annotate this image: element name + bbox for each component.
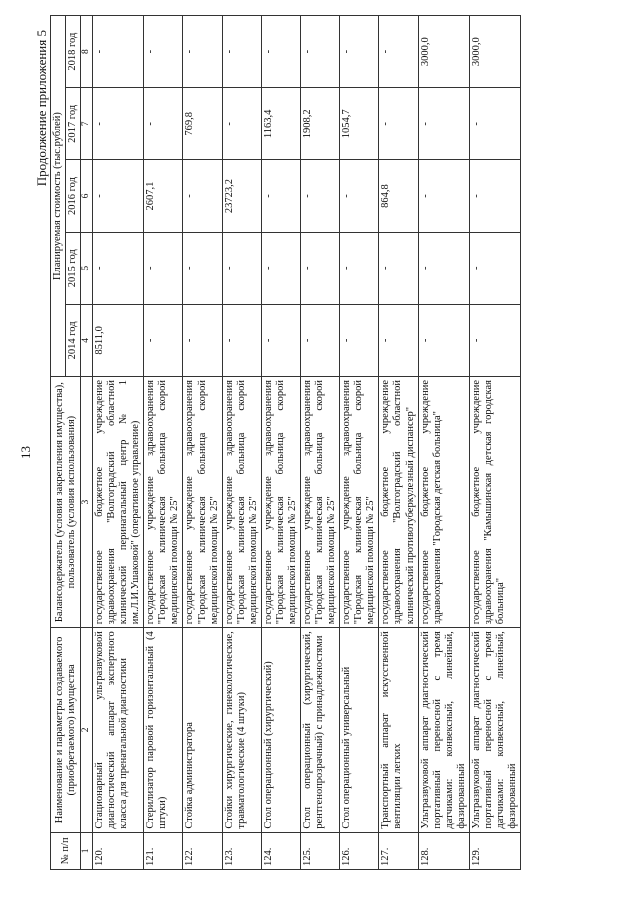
- table-row: [261, 16, 300, 870]
- balance-holder: государственное учреждение здравоохранения "Городская клиническая больница скорой медицинской помощи № 25": [144, 377, 183, 628]
- row-number: 122.: [183, 832, 222, 869]
- page-number: 13: [18, 446, 33, 459]
- header-year: 2018 год: [66, 16, 81, 88]
- cost-value: -: [340, 232, 379, 304]
- balance-holder: государственное учреждение здравоохранения "Городская клиническая больница скорой медицинской помощи № 25": [261, 377, 300, 628]
- cost-value: 1163,4: [261, 88, 300, 160]
- cost-value: 3000,0: [418, 16, 469, 88]
- cost-value: -: [183, 16, 222, 88]
- row-number: 128.: [418, 832, 469, 869]
- table-row: [340, 16, 379, 870]
- header-year: 2015 год: [66, 232, 81, 304]
- cost-value: -: [418, 304, 469, 376]
- cost-value: 2607,1: [144, 160, 183, 232]
- balance-holder: государственное учреждение здравоохранения "Городская клиническая больница скорой медицинской помощи № 25": [340, 377, 379, 628]
- cost-value: -: [340, 16, 379, 88]
- header-year: 2017 год: [66, 88, 81, 160]
- cost-value: -: [93, 160, 144, 232]
- cost-value: -: [340, 160, 379, 232]
- cost-value: -: [261, 16, 300, 88]
- item-name: Стерилизатор паровой горизонтальный (4 штуки): [144, 628, 183, 832]
- header-year: 2016 год: [66, 160, 81, 232]
- column-number: 8: [81, 16, 93, 88]
- cost-value: -: [379, 304, 418, 376]
- column-number: 6: [81, 160, 93, 232]
- item-name: Стол операционный универсальный: [340, 628, 379, 832]
- row-number: 120.: [93, 832, 144, 869]
- header-year: 2014 год: [66, 304, 81, 376]
- cost-value: -: [222, 16, 261, 88]
- cost-value: -: [93, 232, 144, 304]
- header-holder: Балансодержатель (условия закрепления имущества), пользователь (условия использования): [51, 377, 81, 628]
- cost-value: -: [93, 88, 144, 160]
- balance-holder: государственное учреждение здравоохранения "Городская клиническая больница скорой медицинской помощи № 25": [301, 377, 340, 628]
- item-name: Ультразвуковой аппарат диагностический портативный переносной с тремя датчиками: конвексный, линейный, фазированный: [469, 628, 520, 832]
- row-number: 127.: [379, 832, 418, 869]
- balance-holder: государственное бюджетное учреждение здравоохранения "Волгоградский областной клинический противотуберкулезный диспансер": [379, 377, 418, 628]
- row-number: 121.: [144, 832, 183, 869]
- row-number: 126.: [340, 832, 379, 869]
- cost-value: 1908,2: [301, 88, 340, 160]
- cost-value: 8511,0: [93, 304, 144, 376]
- item-name: Стойка администратора: [183, 628, 222, 832]
- cost-value: -: [144, 88, 183, 160]
- appendix-label: Продолжение приложения 5: [34, 30, 49, 187]
- cost-value: 23723,2: [222, 160, 261, 232]
- row-number: 129.: [469, 832, 520, 869]
- table-row: [93, 16, 144, 870]
- cost-value: -: [469, 88, 520, 160]
- item-name: Транспортный аппарат искусственной вентиляции легких: [379, 628, 418, 832]
- table-row: [301, 16, 340, 870]
- cost-value: -: [418, 88, 469, 160]
- column-number: 3: [81, 377, 93, 628]
- header-name: Наименование и параметры создаваемого (приобретаемого) имущества: [51, 628, 81, 832]
- column-number: 2: [81, 628, 93, 832]
- balance-holder: государственное бюджетное учреждение здравоохранения "Волгоградский областной клинический перинатальный центр № 1 им.Л.И.Ушаковой" (оперативное управление): [93, 377, 144, 628]
- item-name: Стойки хирургические, гинекологические, травматологические (4 штуки): [222, 628, 261, 832]
- cost-value: -: [418, 160, 469, 232]
- balance-holder: государственное бюджетное учреждение здравоохранения "Камышинская детская городская больница": [469, 377, 520, 628]
- cost-value: -: [222, 232, 261, 304]
- cost-value: 769,8: [183, 88, 222, 160]
- table-row: [144, 16, 183, 870]
- cost-value: -: [144, 16, 183, 88]
- item-name: Стационарный ультразвуковой диагностический аппарат экспертного класса для пренатальной диагностики: [93, 628, 144, 832]
- balance-holder: государственное учреждение здравоохранения "Городская клиническая больница скорой медицинской помощи № 25": [222, 377, 261, 628]
- column-number: 4: [81, 304, 93, 376]
- cost-value: 3000,0: [469, 16, 520, 88]
- table-body: [93, 16, 521, 870]
- item-name: Стол операционный (хирургический): [261, 628, 300, 832]
- row-number: 125.: [301, 832, 340, 869]
- header-cost-group: Планируемая стоимость (тыс.рублей): [51, 16, 66, 377]
- cost-value: 1054,7: [340, 88, 379, 160]
- balance-holder: государственное бюджетное учреждение здравоохранения "Городская детская больница": [418, 377, 469, 628]
- cost-value: -: [183, 160, 222, 232]
- cost-value: -: [469, 160, 520, 232]
- cost-value: -: [261, 160, 300, 232]
- column-number: 1: [81, 832, 93, 869]
- cost-value: -: [222, 88, 261, 160]
- item-name: Ультразвуковой аппарат диагностический портативный переносной с тремя датчиками: конвексный, линейный, фазированный: [418, 628, 469, 832]
- header-no: № п/п: [51, 832, 81, 869]
- cost-value: 864,8: [379, 160, 418, 232]
- cost-value: -: [301, 16, 340, 88]
- cost-value: -: [301, 232, 340, 304]
- cost-value: -: [261, 232, 300, 304]
- cost-value: -: [93, 16, 144, 88]
- cost-value: -: [183, 304, 222, 376]
- cost-value: -: [469, 232, 520, 304]
- cost-value: -: [379, 232, 418, 304]
- table-row: [222, 16, 261, 870]
- table-row: [469, 16, 520, 870]
- cost-value: -: [340, 304, 379, 376]
- row-number: 123.: [222, 832, 261, 869]
- property-table: [50, 15, 521, 870]
- item-name: Стол операционный (хирургический, рентгенопрозрачный) с принадлежностями: [301, 628, 340, 832]
- balance-holder: государственное учреждение здравоохранения "Городская клиническая больница скорой медицинской помощи № 25": [183, 377, 222, 628]
- column-number: 7: [81, 88, 93, 160]
- cost-value: -: [301, 304, 340, 376]
- row-number: 124.: [261, 832, 300, 869]
- cost-value: -: [379, 16, 418, 88]
- cost-value: -: [144, 304, 183, 376]
- table-row: [379, 16, 418, 870]
- cost-value: -: [144, 232, 183, 304]
- cost-value: -: [261, 304, 300, 376]
- cost-value: -: [222, 304, 261, 376]
- cost-value: -: [469, 304, 520, 376]
- cost-value: -: [379, 88, 418, 160]
- column-number: 5: [81, 232, 93, 304]
- cost-value: -: [418, 232, 469, 304]
- cost-value: -: [301, 160, 340, 232]
- cost-value: -: [183, 232, 222, 304]
- table-row: [183, 16, 222, 870]
- table-row: [418, 16, 469, 870]
